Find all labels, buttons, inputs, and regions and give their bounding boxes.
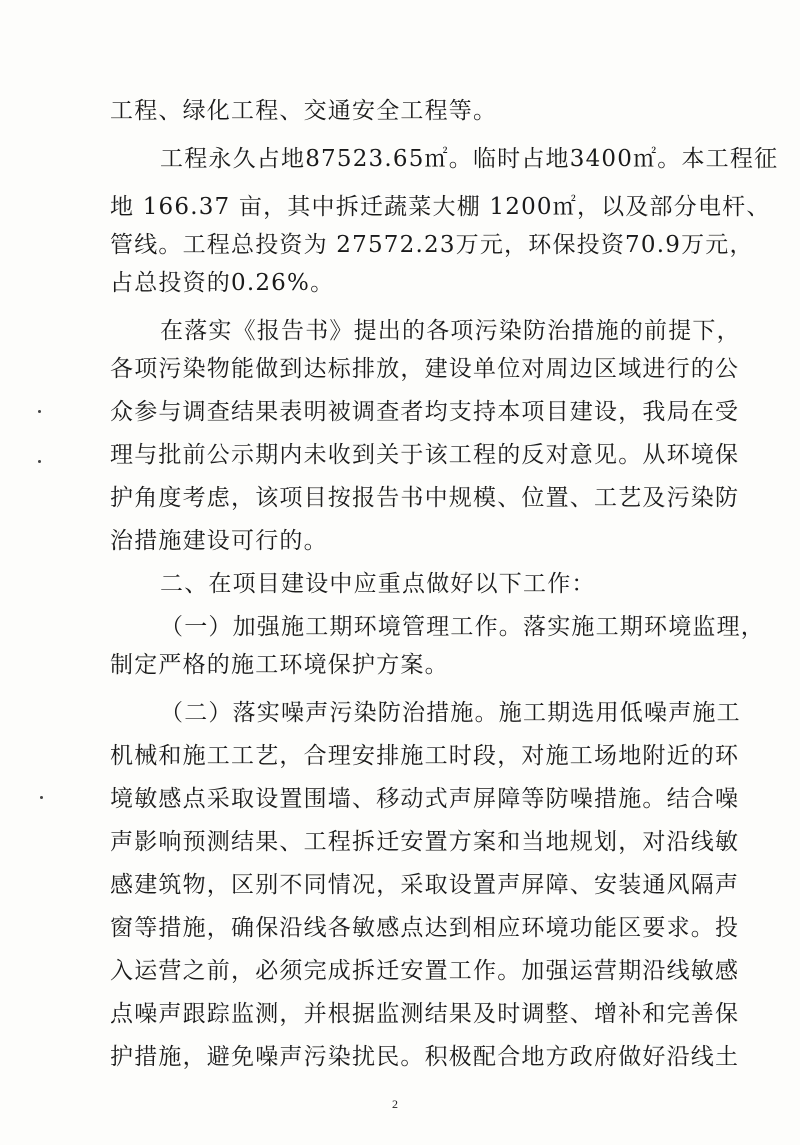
page-number: 2 <box>392 1097 398 1111</box>
text-line: 境敏感点采取设置围墙、移动式声屏障等防噪措施。结合噪 <box>110 786 740 812</box>
text-line: 感建筑物，区别不同情况，采取设置声屏障、安装通风隔声 <box>110 872 740 898</box>
text-line: 众参与调查结果表明被调查者均支持本项目建设，我局在受 <box>110 399 740 425</box>
text-line: 窗等措施，确保沿线各敏感点达到相应环境功能区要求。投 <box>110 915 740 941</box>
text-line: 理与批前公示期内未收到关于该工程的反对意见。从环境保 <box>110 442 740 468</box>
text-line: 护措施，避免噪声污染扰民。积极配合地方政府做好沿线土 <box>110 1044 740 1070</box>
text-line: 管线。工程总投资为 27572.23万元，环保投资70.9万元， <box>110 232 754 258</box>
text-line: （一）加强施工期环境管理工作。落实施工期环境监理， <box>160 614 765 640</box>
text-line: 占总投资的0.26%。 <box>110 270 335 296</box>
text-line: 机械和施工工艺，合理安排施工时段，对施工场地附近的环 <box>110 743 740 769</box>
scan-speck <box>38 460 41 463</box>
text-line: 声影响预测结果、工程拆迁安置方案和当地规划，对沿线敏 <box>110 829 740 855</box>
scan-speck <box>40 796 43 799</box>
scan-speck <box>38 410 41 413</box>
text-line: 制定严格的施工环境保护方案。 <box>110 652 449 678</box>
text-line: 地 166.37 亩，其中拆迁蔬菜大棚 1200㎡，以及部分电杆、 <box>110 194 771 220</box>
text-line: 在落实《报告书》提出的各项污染防治措施的前提下， <box>160 318 741 344</box>
text-line: 护角度考虑，该项目按报告书中规模、位置、工艺及污染防 <box>110 485 740 511</box>
text-line: 点噪声跟踪监测，并根据监测结果及时调整、增补和完善保 <box>110 1001 740 1027</box>
text-line: 各项污染物能做到达标排放，建设单位对周边区域进行的公 <box>110 356 740 382</box>
text-line: 工程、绿化工程、交通安全工程等。 <box>110 98 498 124</box>
text-line: 入运营之前，必须完成拆迁安置工作。加强运营期沿线敏感 <box>110 958 740 984</box>
text-line: 治措施建设可行的。 <box>110 528 328 554</box>
text-line: 工程永久占地87523.65㎡。临时占地3400㎡。本工程征 <box>160 146 779 172</box>
text-line: （二）落实噪声污染防治措施。施工期选用低噪声施工 <box>160 700 741 726</box>
section-heading: 二、在项目建设中应重点做好以下工作： <box>160 571 596 597</box>
